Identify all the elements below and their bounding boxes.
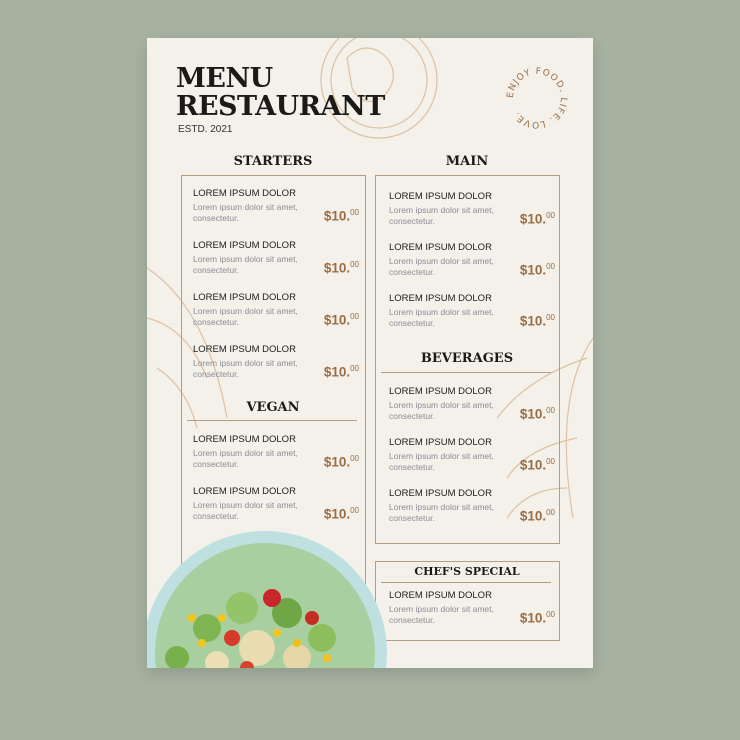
menu-item: LOREM IPSUM DOLOR Lorem ipsum dolor sit amet, consectetur. $10.00 [193, 188, 359, 224]
menu-item: LOREM IPSUM DOLOR Lorem ipsum dolor sit amet, consectetur. $10.00 [193, 240, 359, 276]
menu-item: LOREM IPSUM DOLOR Lorem ipsum dolor sit amet, consectetur. $10.00 [389, 386, 555, 422]
menu-item: LOREM IPSUM DOLOR Lorem ipsum dolor sit amet, consectetur. $10.00 [193, 486, 359, 522]
svg-text:ENJOY FOOD. LIFE. LOVE.: ENJOY FOOD. LIFE. LOVE. [505, 66, 569, 130]
title-restaurant: RESTAURANT [176, 91, 385, 122]
menu-item: LOREM IPSUM DOLOR Lorem ipsum dolor sit amet, consectetur. $10.00 [389, 590, 555, 626]
section-title-starters: STARTERS [233, 154, 313, 169]
divider [381, 372, 551, 373]
menu-item: LOREM IPSUM DOLOR Lorem ipsum dolor sit amet, consectetur. $10.00 [389, 437, 555, 473]
section-title-vegan: VEGAN [246, 400, 300, 415]
divider [381, 582, 551, 583]
divider [187, 420, 357, 421]
title-menu: MENU [176, 63, 273, 94]
menu-item: LOREM IPSUM DOLOR Lorem ipsum dolor sit amet, consectetur. $10.00 [389, 242, 555, 278]
section-title-chefs-special: CHEF'S SPECIAL [414, 565, 520, 578]
salad-bowl-image [147, 518, 397, 668]
menu-item: LOREM IPSUM DOLOR Lorem ipsum dolor sit amet, consectetur. $10.00 [389, 293, 555, 329]
menu-card [147, 38, 593, 668]
menu-item: LOREM IPSUM DOLOR Lorem ipsum dolor sit amet, consectetur. $10.00 [389, 488, 555, 524]
menu-item: LOREM IPSUM DOLOR Lorem ipsum dolor sit amet, consectetur. $10.00 [193, 434, 359, 470]
menu-item: LOREM IPSUM DOLOR Lorem ipsum dolor sit amet, consectetur. $10.00 [193, 292, 359, 328]
section-title-main: MAIN [445, 154, 489, 169]
menu-item: LOREM IPSUM DOLOR Lorem ipsum dolor sit amet, consectetur. $10.00 [389, 191, 555, 227]
menu-item: LOREM IPSUM DOLOR Lorem ipsum dolor sit amet, consectetur. $10.00 [193, 344, 359, 380]
enjoy-food-badge [502, 63, 572, 133]
established-year: ESTD. 2021 [178, 124, 233, 135]
section-title-beverages: BEVERAGES [420, 351, 514, 366]
